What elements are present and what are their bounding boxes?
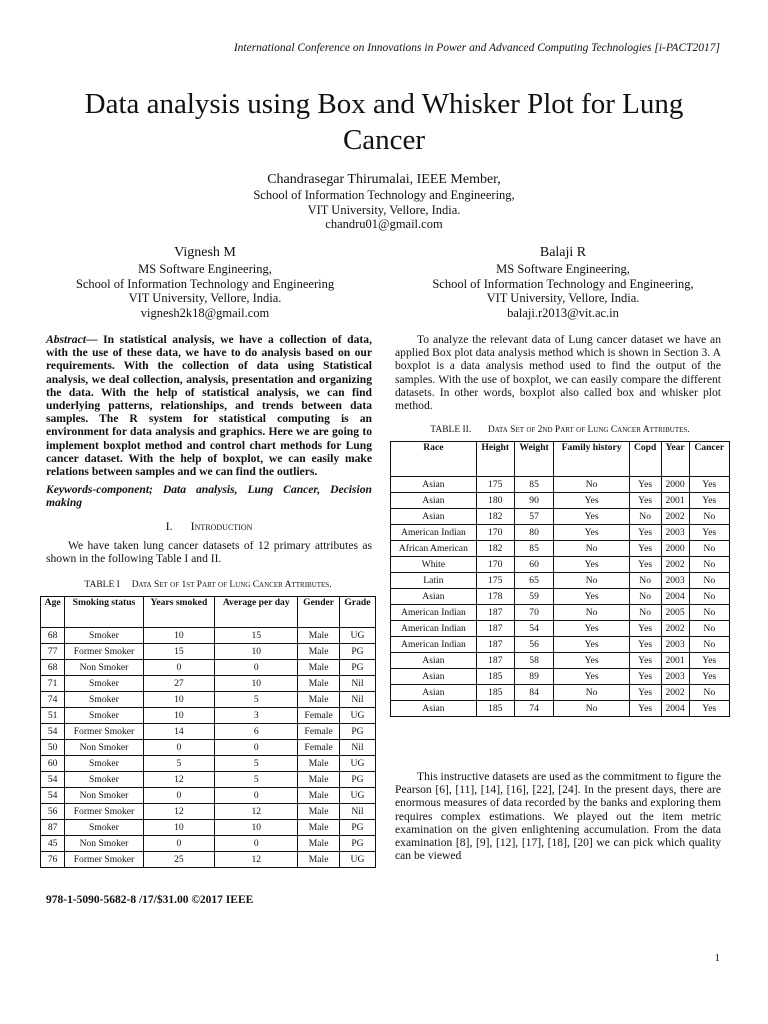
table2-cell: No xyxy=(554,605,629,621)
table2-cell: 170 xyxy=(476,525,514,541)
abstract xyxy=(46,333,372,478)
conference-header: International Conference on Innovations in Power and Advanced Computing Technologies [i-PACT2017] xyxy=(233,42,720,54)
author-main-affil-2: VIT University, Vellore, India. xyxy=(307,202,461,217)
table1-cell: Male xyxy=(298,644,340,660)
table2-cell: 182 xyxy=(476,509,514,525)
table2-cell: 182 xyxy=(476,541,514,557)
table1-cell: 5 xyxy=(143,756,215,772)
author-left-name: Vignesh M xyxy=(174,245,236,260)
table1-cell: Male xyxy=(298,628,340,644)
table1-cell: Male xyxy=(298,756,340,772)
table1-row xyxy=(41,852,376,868)
table2-row xyxy=(391,637,730,653)
table2-cell: No xyxy=(554,573,629,589)
table2-cell: 74 xyxy=(514,701,554,717)
table1-cell: 12 xyxy=(215,804,298,820)
table2-cell: Asian xyxy=(391,477,477,493)
table2-cell: 57 xyxy=(514,509,554,525)
table1-cell: 54 xyxy=(41,724,65,740)
table2-cell: 90 xyxy=(514,493,554,509)
table2-row xyxy=(391,557,730,573)
author-main-email: chandru01@gmail.com xyxy=(325,217,443,231)
table1-row xyxy=(41,772,376,788)
abstract-label: Abstract— xyxy=(46,333,98,346)
table2-cell: 175 xyxy=(476,573,514,589)
table2-cell: Yes xyxy=(554,525,629,541)
right-paragraph-2: This instructive datasets are used as the commitment to figure the Pearson [6], [11], [14], [16], [22], [24]. In the present days, there are enormous measures of data recorded by the banks and exploring them requires complex estimations. We played out the item metric examination on the given enlightening accumulation. From the data examination [8], [9], [12], [17], [18], [20] we can pick which quality can be viewed xyxy=(395,770,721,863)
table1-cell: 87 xyxy=(41,820,65,836)
table2-cell: 60 xyxy=(514,557,554,573)
table1-cell: Former Smoker xyxy=(65,724,143,740)
table1-row xyxy=(41,788,376,804)
table1-row xyxy=(41,740,376,756)
table1-cell: PG xyxy=(339,836,375,852)
table2-cell: 2003 xyxy=(661,669,689,685)
table2-cell: 2002 xyxy=(661,621,689,637)
table2-cell: Yes xyxy=(554,557,629,573)
table2-cell: Yes xyxy=(689,477,729,493)
table1-header-cell: Years smoked xyxy=(143,597,215,628)
section-number: I. xyxy=(165,519,173,533)
table2-cell: 54 xyxy=(514,621,554,637)
table1-cell: Nil xyxy=(339,692,375,708)
table2-cell: 2004 xyxy=(661,589,689,605)
table1-caption xyxy=(40,580,376,590)
table2-header-cell: Height xyxy=(476,442,514,477)
table2-row xyxy=(391,509,730,525)
table2-cell: 2003 xyxy=(661,525,689,541)
table1-cell: Former Smoker xyxy=(65,852,143,868)
table1-cell: 50 xyxy=(41,740,65,756)
table1-cell: Smoker xyxy=(65,772,143,788)
table2-cell: 170 xyxy=(476,557,514,573)
author-left xyxy=(40,243,370,320)
table2 xyxy=(390,441,730,717)
table1-row xyxy=(41,708,376,724)
table2-cell: 178 xyxy=(476,589,514,605)
table1-header-cell: Average per day xyxy=(215,597,298,628)
author-right-name: Balaji R xyxy=(539,245,587,260)
table1-cell: Non Smoker xyxy=(65,788,143,804)
table1-cell: 45 xyxy=(41,836,65,852)
table2-cell: No xyxy=(689,621,729,637)
table2-cell: Latin xyxy=(391,573,477,589)
table1-cell: Nil xyxy=(339,676,375,692)
table1-cell: Male xyxy=(298,836,340,852)
table2-cell: Yes xyxy=(554,637,629,653)
table2-cell: Yes xyxy=(629,493,661,509)
keywords: Keywords-component; Data analysis, Lung Cancer, Decision making xyxy=(46,483,372,510)
table2-caption-prefix: TABLE II. xyxy=(430,425,472,435)
table2-cell: 85 xyxy=(514,541,554,557)
table1-cell: 5 xyxy=(215,756,298,772)
table1-cell: 60 xyxy=(41,756,65,772)
table2-cell: Yes xyxy=(629,637,661,653)
table2-cell: No xyxy=(689,685,729,701)
table2-cell: White xyxy=(391,557,477,573)
table2-cell: 65 xyxy=(514,573,554,589)
table2-cell: Asian xyxy=(391,685,477,701)
title-line-2: Cancer xyxy=(342,124,426,156)
table1-cell: Smoker xyxy=(65,628,143,644)
table2-cell: 70 xyxy=(514,605,554,621)
table2-cell: Yes xyxy=(629,685,661,701)
table2-cell: Yes xyxy=(689,669,729,685)
table2-cell: Yes xyxy=(689,525,729,541)
table2-row xyxy=(391,589,730,605)
table2-cell: No xyxy=(554,701,629,717)
table2-cell: 59 xyxy=(514,589,554,605)
table1-cell: 0 xyxy=(215,788,298,804)
author-main-name: Chandrasegar Thirumalai, IEEE Member, xyxy=(267,172,501,187)
table2-cell: 2002 xyxy=(661,685,689,701)
table1-cell: 14 xyxy=(143,724,215,740)
table1-cell: 51 xyxy=(41,708,65,724)
table1-cell: 10 xyxy=(143,708,215,724)
table1-header-cell: Smoking status xyxy=(65,597,143,628)
table1-cell: 10 xyxy=(143,820,215,836)
table2-cell: No xyxy=(554,477,629,493)
table2-cell: Asian xyxy=(391,701,477,717)
table2-cell: Yes xyxy=(629,621,661,637)
table1-cell: Former Smoker xyxy=(65,644,143,660)
right-paragraph-1: To analyze the relevant data of Lung cancer dataset we have an applied Box plot data analysis method which is shown in Section 3. A boxplot is a data analysis method used to find the output of the samples. With the use of boxplot, we can easily compare the different datasets. In other words, boxplot also called box and whisker plot method. xyxy=(395,333,721,413)
table2-cell: 89 xyxy=(514,669,554,685)
author-right-affil-1: MS Software Engineering, xyxy=(496,262,630,276)
table2-cell: Yes xyxy=(629,653,661,669)
table1-cell: 12 xyxy=(143,804,215,820)
table1-cell: 10 xyxy=(215,676,298,692)
table1-cell: Male xyxy=(298,660,340,676)
table1-row xyxy=(41,644,376,660)
table2-row xyxy=(391,605,730,621)
table2-caption xyxy=(390,425,730,435)
table2-body xyxy=(391,477,730,717)
table1-row xyxy=(41,724,376,740)
table2-cell: 80 xyxy=(514,525,554,541)
table2-cell: 187 xyxy=(476,605,514,621)
table1-header-row xyxy=(41,597,376,628)
table2-cell: No xyxy=(689,557,729,573)
table1-cell: PG xyxy=(339,820,375,836)
author-right xyxy=(398,243,728,320)
table1-cell: 5 xyxy=(215,692,298,708)
table1-cell: 71 xyxy=(41,676,65,692)
table2-cell: Yes xyxy=(629,541,661,557)
table2-cell: Asian xyxy=(391,493,477,509)
table2-cell: No xyxy=(689,637,729,653)
table2-cell: 2005 xyxy=(661,605,689,621)
table1-cell: Non Smoker xyxy=(65,660,143,676)
table1-cell: UG xyxy=(339,708,375,724)
table1-cell: 76 xyxy=(41,852,65,868)
table1-caption-text: Data Set of 1st Part of Lung Cancer Attributes. xyxy=(131,580,332,590)
table2-cell: No xyxy=(689,509,729,525)
table2-row xyxy=(391,669,730,685)
table2-row xyxy=(391,493,730,509)
table2-cell: No xyxy=(554,541,629,557)
table2-cell: 56 xyxy=(514,637,554,653)
table2-cell: Yes xyxy=(554,493,629,509)
table2-cell: 2004 xyxy=(661,701,689,717)
table2-cell: 2002 xyxy=(661,557,689,573)
table1-cell: UG xyxy=(339,788,375,804)
table1-row xyxy=(41,836,376,852)
table1-cell: Female xyxy=(298,740,340,756)
table1-cell: UG xyxy=(339,628,375,644)
table2-header-cell: Year xyxy=(661,442,689,477)
table1-header-cell: Gender xyxy=(298,597,340,628)
table1-cell: Smoker xyxy=(65,708,143,724)
table2-cell: Yes xyxy=(629,557,661,573)
table1-cell: Smoker xyxy=(65,692,143,708)
table1-cell: 54 xyxy=(41,772,65,788)
author-left-affil-3: VIT University, Vellore, India. xyxy=(128,291,282,305)
table1-cell: 10 xyxy=(143,628,215,644)
page-number: 1 xyxy=(714,952,720,964)
table2-cell: 2000 xyxy=(661,477,689,493)
author-main xyxy=(180,171,588,232)
table1-cell: Female xyxy=(298,708,340,724)
table2-cell: American Indian xyxy=(391,637,477,653)
table2-cell: No xyxy=(629,509,661,525)
table1-cell: 0 xyxy=(215,660,298,676)
table2-cell: 180 xyxy=(476,493,514,509)
table1-cell: 0 xyxy=(215,740,298,756)
table2-header-cell: Weight xyxy=(514,442,554,477)
table1-header-cell: Grade xyxy=(339,597,375,628)
table2-row xyxy=(391,701,730,717)
author-right-affil-3: VIT University, Vellore, India. xyxy=(486,291,640,305)
author-right-email: balaji.r2013@vit.ac.in xyxy=(507,305,619,320)
table2-header-cell: Cancer xyxy=(689,442,729,477)
table1-cell: 0 xyxy=(143,740,215,756)
table1-row xyxy=(41,820,376,836)
table1-cell: 10 xyxy=(215,644,298,660)
table1-cell: PG xyxy=(339,644,375,660)
table1-cell: 68 xyxy=(41,660,65,676)
table2-cell: No xyxy=(689,573,729,589)
table2-cell: No xyxy=(689,605,729,621)
table2-cell: 58 xyxy=(514,653,554,669)
table1-cell: 27 xyxy=(143,676,215,692)
table2-cell: Yes xyxy=(554,621,629,637)
table1-cell: 25 xyxy=(143,852,215,868)
table2-row xyxy=(391,477,730,493)
table1-cell: 0 xyxy=(143,660,215,676)
table1-cell: PG xyxy=(339,660,375,676)
table2-cell: Yes xyxy=(554,589,629,605)
table2-row xyxy=(391,525,730,541)
table1-cell: 15 xyxy=(215,628,298,644)
table1-row xyxy=(41,628,376,644)
table2-cell: 84 xyxy=(514,685,554,701)
table2-cell: No xyxy=(689,589,729,605)
author-main-affil-1: School of Information Technology and Engineering, xyxy=(253,188,515,202)
section-heading xyxy=(46,519,372,534)
table2-header-row xyxy=(391,442,730,477)
table2-cell: 2002 xyxy=(661,509,689,525)
table2-cell: Yes xyxy=(689,701,729,717)
table1-cell: 68 xyxy=(41,628,65,644)
table2-cell: 175 xyxy=(476,477,514,493)
table1-cell: PG xyxy=(339,772,375,788)
table2-cell: 2001 xyxy=(661,493,689,509)
table1-cell: Male xyxy=(298,820,340,836)
table1-cell: Male xyxy=(298,804,340,820)
title-line-1: Data analysis using Box and Whisker Plot for Lung xyxy=(84,88,684,120)
author-left-affil-1: MS Software Engineering, xyxy=(138,262,272,276)
table1-cell: Nil xyxy=(339,804,375,820)
table1-header-cell: Age xyxy=(41,597,65,628)
table2-cell: 187 xyxy=(476,637,514,653)
table2-cell: Yes xyxy=(554,669,629,685)
table1-cell: 77 xyxy=(41,644,65,660)
table1-cell: Male xyxy=(298,772,340,788)
table2-header-cell: Race xyxy=(391,442,477,477)
table1-row xyxy=(41,660,376,676)
table1-cell: UG xyxy=(339,852,375,868)
table2-cell: 185 xyxy=(476,669,514,685)
table2-cell: Yes xyxy=(554,509,629,525)
table1-cell: 74 xyxy=(41,692,65,708)
intro-paragraph: We have taken lung cancer datasets of 12 primary attributes as shown in the following Table I and II. xyxy=(46,539,372,566)
section-title: Introduction xyxy=(190,519,253,533)
table2-cell: 2001 xyxy=(661,653,689,669)
table2-caption-text: Data Set of 2nd Part of Lung Cancer Attributes. xyxy=(487,425,690,435)
table1-cell: Male xyxy=(298,676,340,692)
author-left-email: vignesh2k18@gmail.com xyxy=(140,305,270,320)
author-left-affil-2: School of Information Technology and Engineering xyxy=(75,276,335,291)
table2-cell: Yes xyxy=(629,525,661,541)
table1-row xyxy=(41,756,376,772)
table1-cell: Non Smoker xyxy=(65,836,143,852)
table1-cell: 54 xyxy=(41,788,65,804)
table1-row xyxy=(41,676,376,692)
table2-row xyxy=(391,653,730,669)
table2-cell: Yes xyxy=(629,701,661,717)
table1-cell: Male xyxy=(298,788,340,804)
table2-header-cell: Family history xyxy=(554,442,629,477)
table2-cell: Yes xyxy=(554,653,629,669)
table1-row xyxy=(41,804,376,820)
table1-cell: Smoker xyxy=(65,676,143,692)
table2-cell: Asian xyxy=(391,589,477,605)
table2-cell: 185 xyxy=(476,701,514,717)
table2-cell: American Indian xyxy=(391,621,477,637)
table2-cell: African American xyxy=(391,541,477,557)
table2-cell: 185 xyxy=(476,685,514,701)
table1-cell: 56 xyxy=(41,804,65,820)
table2-cell: No xyxy=(629,589,661,605)
table2-row xyxy=(391,685,730,701)
table2-row xyxy=(391,621,730,637)
table2-cell: Yes xyxy=(689,653,729,669)
table1-cell: Non Smoker xyxy=(65,740,143,756)
table1-row xyxy=(41,692,376,708)
table2-row xyxy=(391,541,730,557)
table1-cell: 10 xyxy=(215,820,298,836)
table1-cell: 12 xyxy=(215,852,298,868)
table1-cell: 0 xyxy=(143,836,215,852)
author-right-affil-2: School of Information Technology and Engineering, xyxy=(432,276,694,291)
table1-cell: 12 xyxy=(143,772,215,788)
table1-cell: 5 xyxy=(215,772,298,788)
table2-cell: 187 xyxy=(476,653,514,669)
table2-header-cell: Copd xyxy=(629,442,661,477)
table1-body xyxy=(41,628,376,868)
table2-cell: 85 xyxy=(514,477,554,493)
table2-cell: Yes xyxy=(629,477,661,493)
table1 xyxy=(40,596,376,868)
table2-cell: American Indian xyxy=(391,605,477,621)
table1-cell: Former Smoker xyxy=(65,804,143,820)
table1-cell: PG xyxy=(339,724,375,740)
table1-cell: Smoker xyxy=(65,820,143,836)
table2-cell: Asian xyxy=(391,653,477,669)
table2-cell: 2000 xyxy=(661,541,689,557)
table1-cell: 0 xyxy=(143,788,215,804)
table2-cell: No xyxy=(554,685,629,701)
table2-cell: 187 xyxy=(476,621,514,637)
table2-cell: Yes xyxy=(629,669,661,685)
table1-cell: 10 xyxy=(143,692,215,708)
table2-cell: American Indian xyxy=(391,525,477,541)
table1-cell: Smoker xyxy=(65,756,143,772)
table2-row xyxy=(391,573,730,589)
table2-cell: 2003 xyxy=(661,573,689,589)
table2-cell: Asian xyxy=(391,509,477,525)
table2-cell: Asian xyxy=(391,669,477,685)
table1-cell: 6 xyxy=(215,724,298,740)
table2-cell: No xyxy=(629,605,661,621)
table1-cell: 15 xyxy=(143,644,215,660)
table1-cell: UG xyxy=(339,756,375,772)
table1-cell: 3 xyxy=(215,708,298,724)
table2-cell: 2003 xyxy=(661,637,689,653)
table2-cell: No xyxy=(629,573,661,589)
table2-cell: Yes xyxy=(689,493,729,509)
paper-title xyxy=(40,86,728,158)
table2-cell: No xyxy=(689,541,729,557)
table1-cell: Male xyxy=(298,692,340,708)
table1-cell: Male xyxy=(298,852,340,868)
table1-cell: 0 xyxy=(215,836,298,852)
footer-isbn: 978-1-5090-5682-8 /17/$31.00 ©2017 IEEE xyxy=(46,894,254,906)
table1-caption-prefix: TABLE I xyxy=(84,580,120,590)
table1-cell: Female xyxy=(298,724,340,740)
table1-cell: Nil xyxy=(339,740,375,756)
abstract-text: In statistical analysis, we have a collection of data, with the use of these data, we have to do analysis based on our requirements. With the collection of data using Statistical analysis, we deal collection, analysis, presentation and organizing the data. With the help of statistical analysis, we can find underlying patterns, relationships, and trends between data samples. The R system for statistical computing is an environment for data analysis and graphics. Here we are going to implement boxplot method and control chart methods for Lung cancer dataset. With the help of boxplot, we can easily make relations between samples and we can find the outliers. xyxy=(46,333,372,479)
